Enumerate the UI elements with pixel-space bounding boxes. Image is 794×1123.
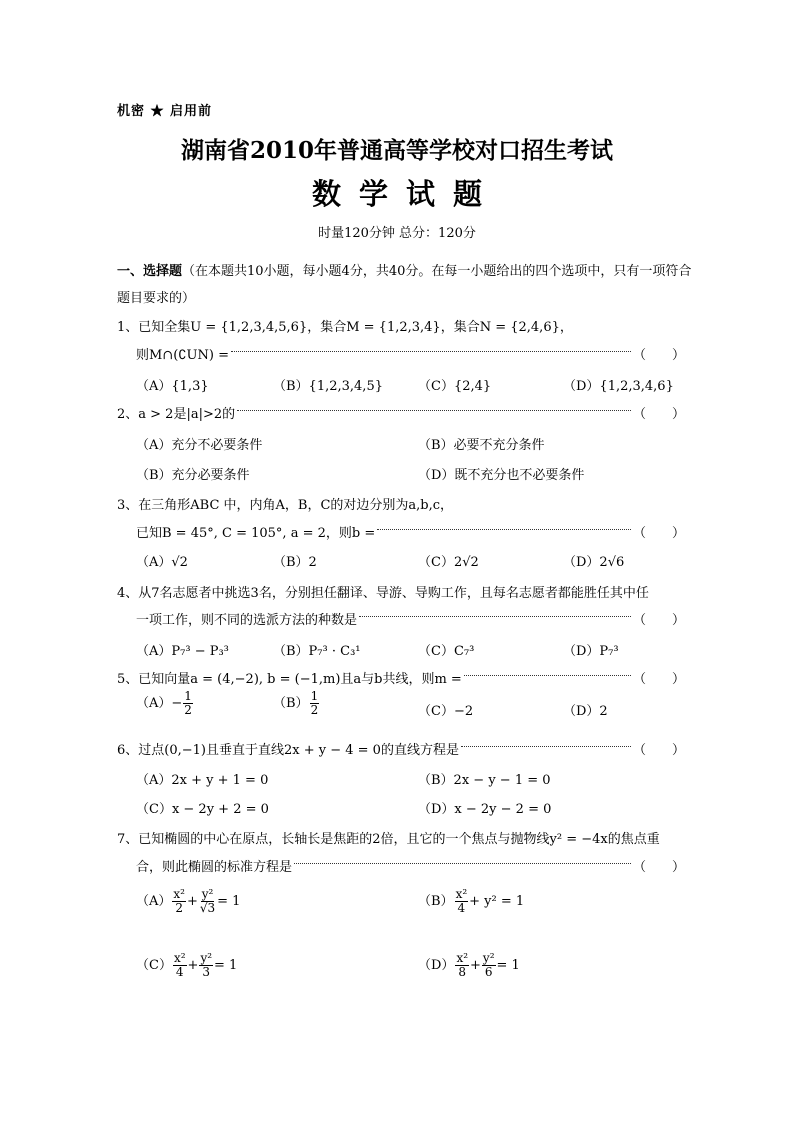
denominator: √3 bbox=[199, 901, 216, 915]
q3-line2: 已知B = 45°, C = 105°, a = 2，则b = bbox=[136, 525, 376, 541]
q4-line2: 一项工作，则不同的选派方法的种数是 bbox=[136, 612, 358, 628]
answer-blank: （ ） bbox=[632, 347, 685, 363]
answer-blank: （ ） bbox=[632, 612, 685, 628]
leader-dots bbox=[464, 674, 631, 676]
q5-stem bbox=[117, 666, 685, 688]
denominator: 6 bbox=[484, 965, 493, 979]
section-description: （在本题共10小题，每小题4分，共40分。在每一小题给出的四个选项中，只有一项符合题目要求的） bbox=[117, 264, 692, 306]
q6-option-b: （B）2x − y − 1 = 0 bbox=[418, 773, 551, 788]
q5-line1: 5、已知向量a = (4,−2), b = (−1,m)且a与b共线，则m = bbox=[117, 671, 462, 687]
leader-dots bbox=[231, 350, 631, 352]
q5-option-d: （D）2 bbox=[563, 704, 608, 719]
q7-option-a-label: （A） bbox=[136, 894, 172, 909]
q1-option-d: （D）{1,2,3,4,6} bbox=[563, 379, 674, 394]
q2-option-c: （B）充分必要条件 bbox=[136, 468, 250, 483]
section-title: 一、选择题 bbox=[117, 264, 183, 279]
answer-blank: （ ） bbox=[632, 406, 685, 422]
q4-option-c: （C）C₇³ bbox=[418, 644, 475, 659]
q2-line1: 2、a > 2是|a|>2的 bbox=[117, 406, 236, 422]
equals-one: = 1 bbox=[496, 958, 520, 973]
q6-stem bbox=[117, 737, 685, 759]
equals-one: = 1 bbox=[217, 894, 241, 909]
answer-blank: （ ） bbox=[632, 671, 685, 687]
q3-option-a: （A）√2 bbox=[136, 555, 188, 570]
q1-stem: 1、已知全集U = {1,2,3,4,5,6}，集合M = {1,2,3,4}，集合N = {2,4,6}， bbox=[117, 320, 573, 335]
q1-option-c: （C）{2,4} bbox=[418, 379, 492, 394]
q2-option-a: （A）充分不必要条件 bbox=[136, 438, 263, 453]
leader-dots bbox=[461, 745, 631, 747]
fraction bbox=[310, 690, 320, 717]
fraction bbox=[173, 952, 187, 979]
q3-option-b: （B）2 bbox=[273, 555, 317, 570]
q7-option-a bbox=[136, 888, 240, 915]
q2-stem bbox=[117, 401, 685, 423]
exam-title: 湖南省2010年普通高等学校对口招生考试 bbox=[180, 137, 613, 164]
q6-option-d: （D）x − 2y − 2 = 0 bbox=[418, 802, 552, 817]
q4-option-a: （A）P₇³ − P₃³ bbox=[136, 644, 229, 659]
q7-option-b-label: （B） bbox=[418, 894, 454, 909]
q1-stem-2 bbox=[136, 342, 685, 364]
q3-option-d: （D）2√6 bbox=[563, 555, 625, 570]
answer-blank: （ ） bbox=[632, 742, 685, 758]
fraction bbox=[455, 952, 469, 979]
plus-sign: + bbox=[470, 958, 481, 973]
numerator: y² bbox=[482, 951, 495, 965]
q4-stem: 4、从7名志愿者中挑选3名，分别担任翻译、导游、导购工作，且每名志愿者都能胜任其中任 bbox=[117, 586, 649, 601]
q3-option-c: （C）2√2 bbox=[418, 555, 479, 570]
numerator: 1 bbox=[184, 689, 192, 703]
q7-stem: 7、已知椭圆的中心在原点，长轴长是焦距的2倍，且它的一个焦点与抛物线y² = −4x的焦点重 bbox=[117, 832, 660, 847]
confidential-label: 机密 ★ 启用前 bbox=[117, 104, 213, 119]
leader-dots bbox=[294, 862, 631, 864]
numerator: 1 bbox=[310, 689, 319, 703]
section-heading bbox=[117, 258, 702, 312]
q6-option-a: （A）2x + y + 1 = 0 bbox=[136, 773, 269, 788]
q4-option-d: （D）P₇³ bbox=[563, 644, 619, 659]
q5-option-b bbox=[273, 690, 320, 717]
answer-blank: （ ） bbox=[632, 525, 685, 541]
q2-option-b: （B）必要不充分条件 bbox=[418, 438, 545, 453]
q7-option-d bbox=[418, 952, 520, 979]
exam-subtitle: 数学试题 bbox=[311, 177, 500, 211]
numerator: y² bbox=[200, 951, 213, 965]
q4-stem-2 bbox=[136, 607, 685, 629]
q7-option-d-label: （D） bbox=[418, 958, 455, 973]
denominator: 4 bbox=[175, 965, 184, 979]
q1-line2: 则M∩(∁UN) = bbox=[136, 347, 229, 363]
q2-option-d: （D）既不充分也不必要条件 bbox=[418, 468, 585, 483]
fraction bbox=[183, 690, 193, 717]
q7-option-c bbox=[136, 952, 237, 979]
answer-blank: （ ） bbox=[632, 859, 685, 875]
equals-one: = 1 bbox=[214, 958, 238, 973]
equation-rest: + y² = 1 bbox=[469, 894, 525, 909]
denominator: 8 bbox=[458, 965, 467, 979]
numerator: y² bbox=[201, 887, 214, 901]
denominator: 4 bbox=[457, 901, 466, 915]
q5-option-b-label: （B） bbox=[273, 696, 309, 711]
q5-option-a-label: （A）− bbox=[136, 696, 183, 711]
q1-option-b: （B）{1,2,3,4,5} bbox=[273, 379, 383, 394]
q4-option-b: （B）P₇³ · C₃¹ bbox=[273, 644, 361, 659]
leader-dots bbox=[237, 409, 631, 411]
fraction bbox=[199, 888, 216, 915]
numerator: x² bbox=[173, 951, 186, 965]
denominator: 2 bbox=[310, 703, 319, 717]
q7-option-b bbox=[418, 888, 524, 915]
plus-sign: + bbox=[186, 894, 198, 909]
fraction bbox=[482, 952, 496, 979]
denominator: 2 bbox=[184, 703, 192, 717]
fraction bbox=[455, 888, 469, 915]
denominator: 2 bbox=[175, 901, 183, 915]
fraction bbox=[172, 888, 186, 915]
leader-dots bbox=[377, 528, 631, 530]
q7-option-c-label: （C） bbox=[136, 958, 172, 973]
q7-line2: 合，则此椭圆的标准方程是 bbox=[136, 859, 293, 875]
numerator: x² bbox=[456, 951, 469, 965]
q1-option-a: （A）{1,3} bbox=[136, 379, 209, 394]
exam-info: 时量120分钟 总分：120分 bbox=[318, 226, 476, 241]
q3-stem-2 bbox=[136, 520, 685, 542]
q7-stem-2 bbox=[136, 854, 685, 876]
plus-sign: + bbox=[187, 958, 199, 973]
numerator: x² bbox=[455, 887, 468, 901]
q6-option-c: （C）x − 2y + 2 = 0 bbox=[136, 802, 269, 817]
q5-option-c: （C）−2 bbox=[418, 704, 474, 719]
q6-line1: 6、过点(0,−1)且垂直于直线2x + y − 4 = 0的直线方程是 bbox=[117, 742, 459, 758]
fraction bbox=[199, 952, 213, 979]
denominator: 3 bbox=[202, 965, 211, 979]
q5-option-a bbox=[136, 690, 194, 717]
leader-dots bbox=[359, 615, 631, 617]
numerator: x² bbox=[173, 887, 185, 901]
q3-stem: 3、在三角形ABC 中，内角A，B，C的对边分别为a,b,c， bbox=[117, 498, 454, 513]
